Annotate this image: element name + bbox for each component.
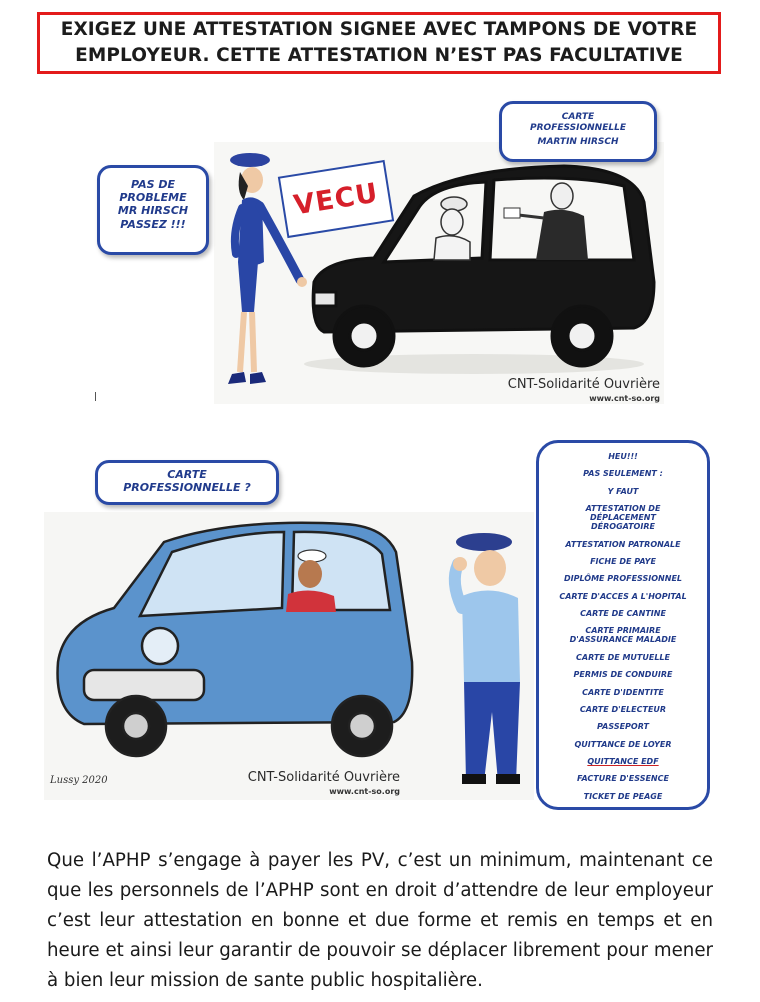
speech-bubble-professional-card <box>499 101 657 162</box>
list-item: CARTE PRIMAIRE D'ASSURANCE MALADIE <box>569 626 677 645</box>
illustration-nurse-blue-car-police <box>44 512 534 800</box>
list-item: QUITTANCE EDF <box>587 757 659 766</box>
list-item: CARTE D'ELECTEUR <box>579 704 667 714</box>
list-item: ATTESTATION DE DÉPLACEMENT DÉROGATOIRE <box>585 504 661 532</box>
list-item: FACTURE D'ESSENCE <box>577 774 669 784</box>
bubble-line: MARTIN HIRSCH <box>537 136 619 147</box>
logo-bottom <box>228 770 400 796</box>
logo-url: www.cnt-so.org <box>589 394 660 403</box>
logo-url: www.cnt-so.org <box>329 787 400 796</box>
list-item: CARTE D'IDENTITE <box>582 687 664 697</box>
cartoon-panel-bottom <box>44 512 534 800</box>
bubble-line: MR HIRSCH <box>117 204 189 218</box>
banner-line-2: EMPLOYEUR. CETTE ATTESTATION N’EST PAS FACULTATIVE <box>75 45 683 66</box>
speech-bubble-question <box>95 460 279 505</box>
list-item: CARTE DE CANTINE <box>580 609 666 618</box>
bubble-line: PROFESSIONNELLE <box>530 122 626 133</box>
banner-line-1: EXIGEZ UNE ATTESTATION SIGNEE AVEC TAMPONS DE VOTRE <box>60 19 698 40</box>
list-item: TICKET DE PEAGE <box>583 791 663 801</box>
bubble-line: PROBLEME <box>119 191 187 205</box>
list-item: HEU!!! <box>608 452 638 461</box>
list-item: QUITTANCE DE LOYER <box>574 739 672 749</box>
artist-signature: Lussy 2020 <box>50 775 108 786</box>
bubble-line: PAS DE <box>131 178 175 191</box>
list-item: CARTE DE MUTUELLE <box>576 652 670 662</box>
required-documents-bubble <box>536 440 710 810</box>
bubble-line: PROFESSIONNELLE ? <box>123 481 251 495</box>
list-item: PASSEPORT <box>597 722 649 732</box>
list-item: Y FAUT <box>607 486 639 496</box>
warning-banner <box>37 12 721 74</box>
vecu-sign: VECU <box>278 160 394 238</box>
list-item: PAS SEULEMENT : <box>583 469 663 479</box>
logo-top <box>496 377 660 403</box>
bubble-line: CARTE <box>561 112 595 122</box>
bubble-line: CARTE <box>167 468 207 481</box>
logo-name: CNT-Solidarité Ouvrière <box>507 377 660 392</box>
list-item: CARTE D'ACCES A L'HOPITAL <box>559 591 687 601</box>
list-item: DIPLÔME PROFESSIONNEL <box>563 574 683 584</box>
divider-mark <box>95 392 96 401</box>
list-item: FICHE DE PAYE <box>590 556 656 566</box>
list-item: PERMIS DE CONDUIRE <box>573 670 673 680</box>
list-item: ATTESTATION PATRONALE <box>565 539 681 549</box>
bubble-line: PASSEZ !!! <box>120 217 186 231</box>
body-paragraph: Que l’APHP s’engage à payer les PV, c’est un minimum, maintenant ce que les personnels de l’APHP sont en droit d’attendre de leur employeur c’est leur attestation en bonne et due forme et remis en temps et en heure et ainsi leur garantir de pouvoir se déplacer librement pour mener à bien leur mission de sante public hospitalière. <box>47 850 713 991</box>
speech-bubble-policewoman <box>97 165 209 255</box>
logo-name: CNT-Solidarité Ouvrière <box>247 770 400 785</box>
